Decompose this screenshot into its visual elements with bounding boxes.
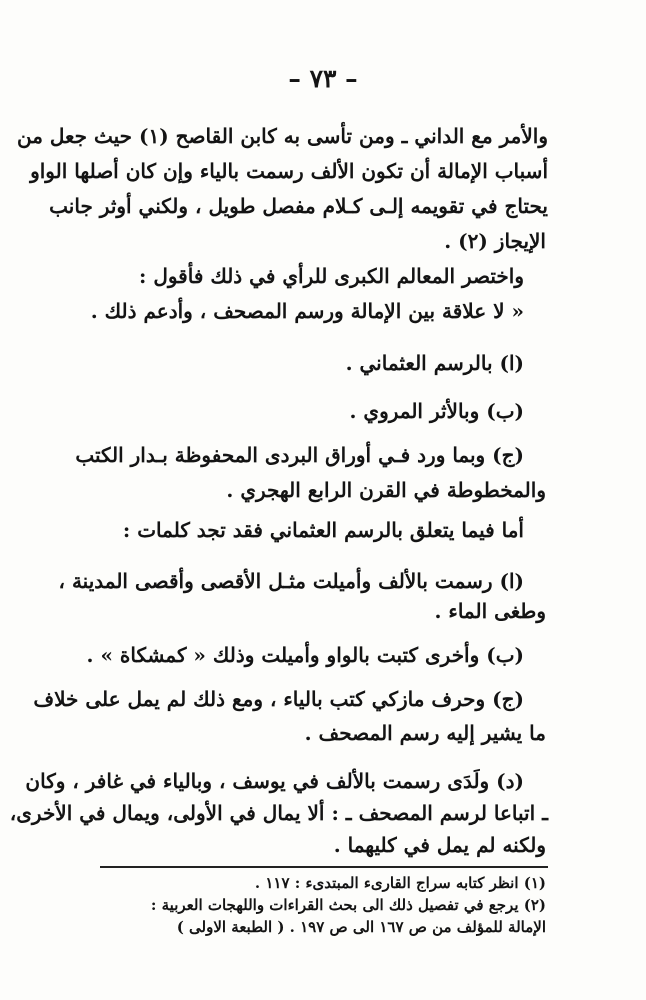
footnote: (٢) يرجع في تفصيل ذلك الى بحث القراءات واللهجات العربية : xyxy=(150,896,546,914)
text-line: ما يشير إليه رسم المصحف . xyxy=(304,721,546,745)
list-item: (ج) وبما ورد فـي أوراق البردى المحفوظة بـدار الكتب xyxy=(75,443,524,467)
text-line: أما فيما يتعلق بالرسم العثماني فقد تجد كلمات : xyxy=(122,518,524,542)
text-line: ـ اتباعا لرسم المصحف ـ : ألا يمال في الأولى، ويمال في الأخرى، xyxy=(9,801,548,825)
text-line: ولكنه لم يمل في كليهما . xyxy=(333,833,546,857)
list-item: (ب) وبالأثر المروي . xyxy=(349,399,524,423)
list-item: (د) ولَدَى رسمت بالألف في يوسف ، وبالياء في غافر ، وكان xyxy=(25,769,524,793)
text-line: « لا علاقة بين الإمالة ورسم المصحف ، وأدعم ذلك . xyxy=(90,299,524,323)
list-item: (ج) وحرف مازكي كتب بالياء ، ومع ذلك لم يمل على خلاف xyxy=(33,687,524,711)
list-item: (ب) وأخرى كتبت بالواو وأميلت وذلك « كمشكاة » . xyxy=(86,643,524,667)
text-line: أسباب الإمالة أن تكون الألف رسمت بالياء وإن كان أصلها الواو xyxy=(30,159,548,183)
text-line: وطغى الماء . xyxy=(434,599,546,623)
list-item: (ا) بالرسم العثماني . xyxy=(345,351,524,375)
text-line: واختصر المعالم الكبرى للرأي في ذلك فأقول : xyxy=(138,264,524,288)
text-line: يحتاج في تقويمه إلـى كـلام مفصل طويل ، ولكني أوثر جانب xyxy=(49,194,548,218)
text-line: والأمر مع الداني ـ ومن تأسى به كابن القاصح (١) حيث جعل من xyxy=(16,124,548,148)
page-number: – ٧٣ – xyxy=(288,64,358,93)
footnote: (١) انظر كتابه سراج القارىء المبتدىء : ١١٧ . xyxy=(254,874,546,892)
footnote: الإمالة للمؤلف من ص ١٦٧ الى ص ١٩٧ . ( الطبعة الاولى ) xyxy=(176,918,546,936)
text-line: والمخطوطة في القرن الرابع الهجري . xyxy=(226,478,546,502)
list-item: (ا) رسمت بالألف وأميلت مثـل الأقصى وأقصى المدينة ، xyxy=(58,569,524,593)
footnote-divider xyxy=(100,866,548,868)
text-line: الإيجاز (٢) . xyxy=(444,229,546,253)
